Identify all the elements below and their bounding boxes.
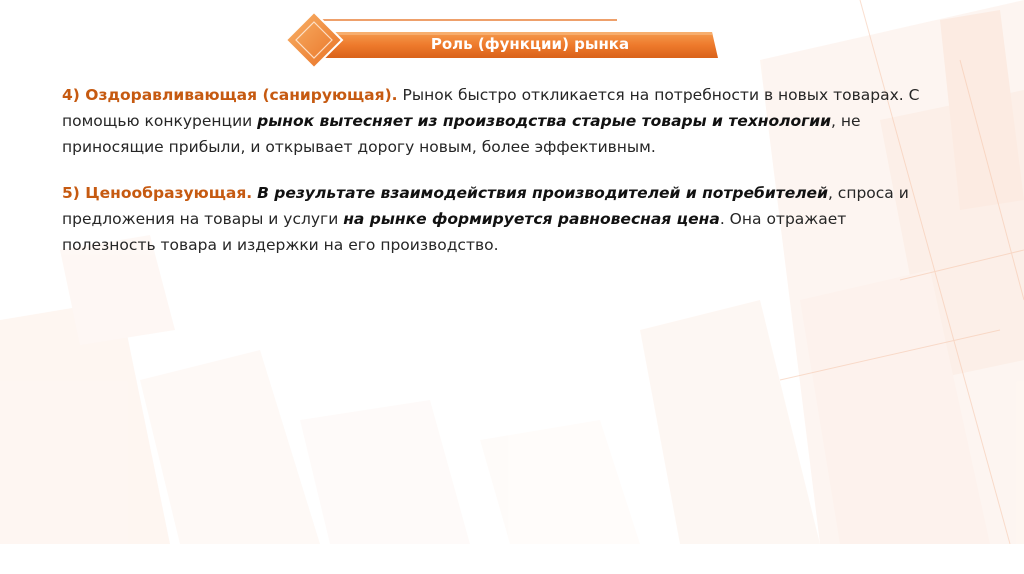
paragraph-lead: 4) Оздоравливающая (санирующая). — [62, 86, 398, 104]
paragraph-lead: 5) Ценообразующая. — [62, 184, 253, 202]
paragraph-pricing-function — [62, 180, 942, 258]
paragraph-emphasis: В результате взаимодействия производителей и потребителей — [257, 184, 828, 202]
paragraph-text: , не приносящие прибыли, и открывает дорогу новым, более эффективным. — [62, 112, 861, 156]
paragraph-text: Рынок быстро откликается на потребности в новых товарах. С помощью конкуренции — [62, 86, 920, 130]
paragraph-emphasis: на рынке формируется равновесная цена — [343, 210, 720, 228]
paragraph-healing-function — [62, 82, 942, 160]
paragraph-text: , спроса и предложения на товары и услуги — [62, 184, 909, 228]
paragraph-text: . Она отражает полезность товара и издержки на его производство. — [62, 210, 847, 254]
paragraph-emphasis: рынок вытесняет из производства старые товары и технологии — [257, 112, 831, 130]
slide-body — [62, 82, 942, 278]
bottom-margin — [0, 544, 1024, 574]
slide-title: Роль (функции) рынка — [430, 35, 630, 53]
